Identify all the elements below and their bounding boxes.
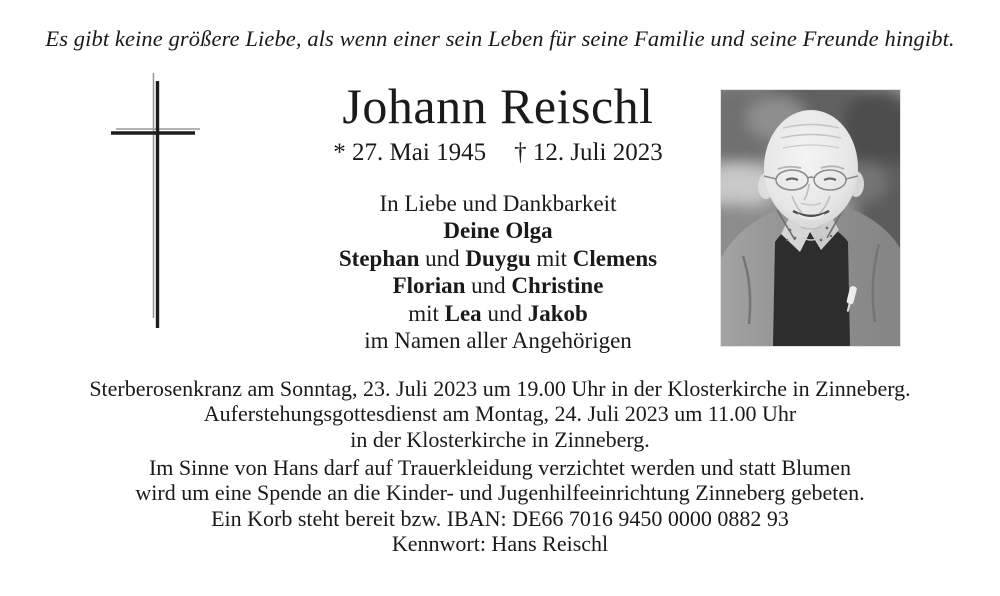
epigraph-quote: Es gibt keine größere Liebe, als wenn einer sein Leben für seine Familie und seine Freunde hingibt. bbox=[45, 26, 955, 51]
joiner-text: mit bbox=[530, 245, 573, 271]
donation-note bbox=[0, 455, 1000, 556]
memorial-cross-graphic bbox=[103, 66, 203, 334]
portrait-photo bbox=[721, 90, 900, 346]
birth-date: * 27. Mai 1945 bbox=[333, 138, 487, 166]
mourner-name: Christine bbox=[511, 273, 604, 298]
portrait-photo-graphic bbox=[721, 90, 900, 346]
deceased-name: Johann Reischl bbox=[342, 78, 654, 134]
joiner-text: und bbox=[481, 300, 528, 326]
mourner-name: Jakob bbox=[527, 300, 588, 326]
service-announcements bbox=[0, 376, 1000, 452]
mourner-children-line-1 bbox=[254, 245, 742, 273]
mourner-children-line-2 bbox=[254, 272, 742, 300]
donation-iban-line: Ein Korb steht bereit bzw. IBAN: DE66 7016 9450 0000 0882 93 bbox=[211, 505, 789, 531]
mourner-name: Clemens bbox=[572, 245, 658, 271]
memorial-cross-icon bbox=[103, 66, 203, 334]
tribute-intro: In Liebe und Dankbarkeit bbox=[379, 190, 617, 216]
mourner-name: Lea bbox=[444, 300, 482, 326]
tribute-block bbox=[254, 190, 742, 355]
joiner-text: und bbox=[419, 245, 466, 271]
rosary-line: Sterberosenkranz am Sonntag, 23. Juli 2023 um 19.00 Uhr in der Klosterkirche in Zinneberg. bbox=[89, 376, 911, 401]
donation-keyword-line: Kennwort: Hans Reischl bbox=[391, 530, 609, 556]
mourner-name: Deine Olga bbox=[443, 218, 553, 243]
joiner-text: mit bbox=[408, 300, 445, 326]
funeral-service-line-1: Auferstehungsgottesdienst am Montag, 24. Juli 2023 um 11.00 Uhr bbox=[203, 401, 797, 427]
tribute-outro: im Namen aller Angehörigen bbox=[364, 328, 632, 353]
announcement-column bbox=[254, 80, 742, 355]
donation-line-2: wird um eine Spende an die Kinder- und Jugenhilfeeinrichtung Zinneberg gebeten. bbox=[135, 480, 865, 506]
funeral-service-line-2: in der Klosterkirche in Zinneberg. bbox=[350, 426, 650, 452]
mourner-name: Stephan bbox=[338, 245, 420, 271]
mourner-name: Duygu bbox=[465, 245, 531, 271]
joiner-text: und bbox=[465, 273, 512, 298]
mourner-name: Florian bbox=[392, 273, 466, 298]
mourner-grandchildren-line bbox=[254, 300, 742, 328]
death-date: † 12. Juli 2023 bbox=[514, 138, 663, 166]
life-dates bbox=[254, 139, 742, 167]
donation-line-1: Im Sinne von Hans darf auf Trauerkleidung verzichtet werden und statt Blumen bbox=[148, 455, 851, 480]
mourner-widow bbox=[254, 217, 742, 245]
